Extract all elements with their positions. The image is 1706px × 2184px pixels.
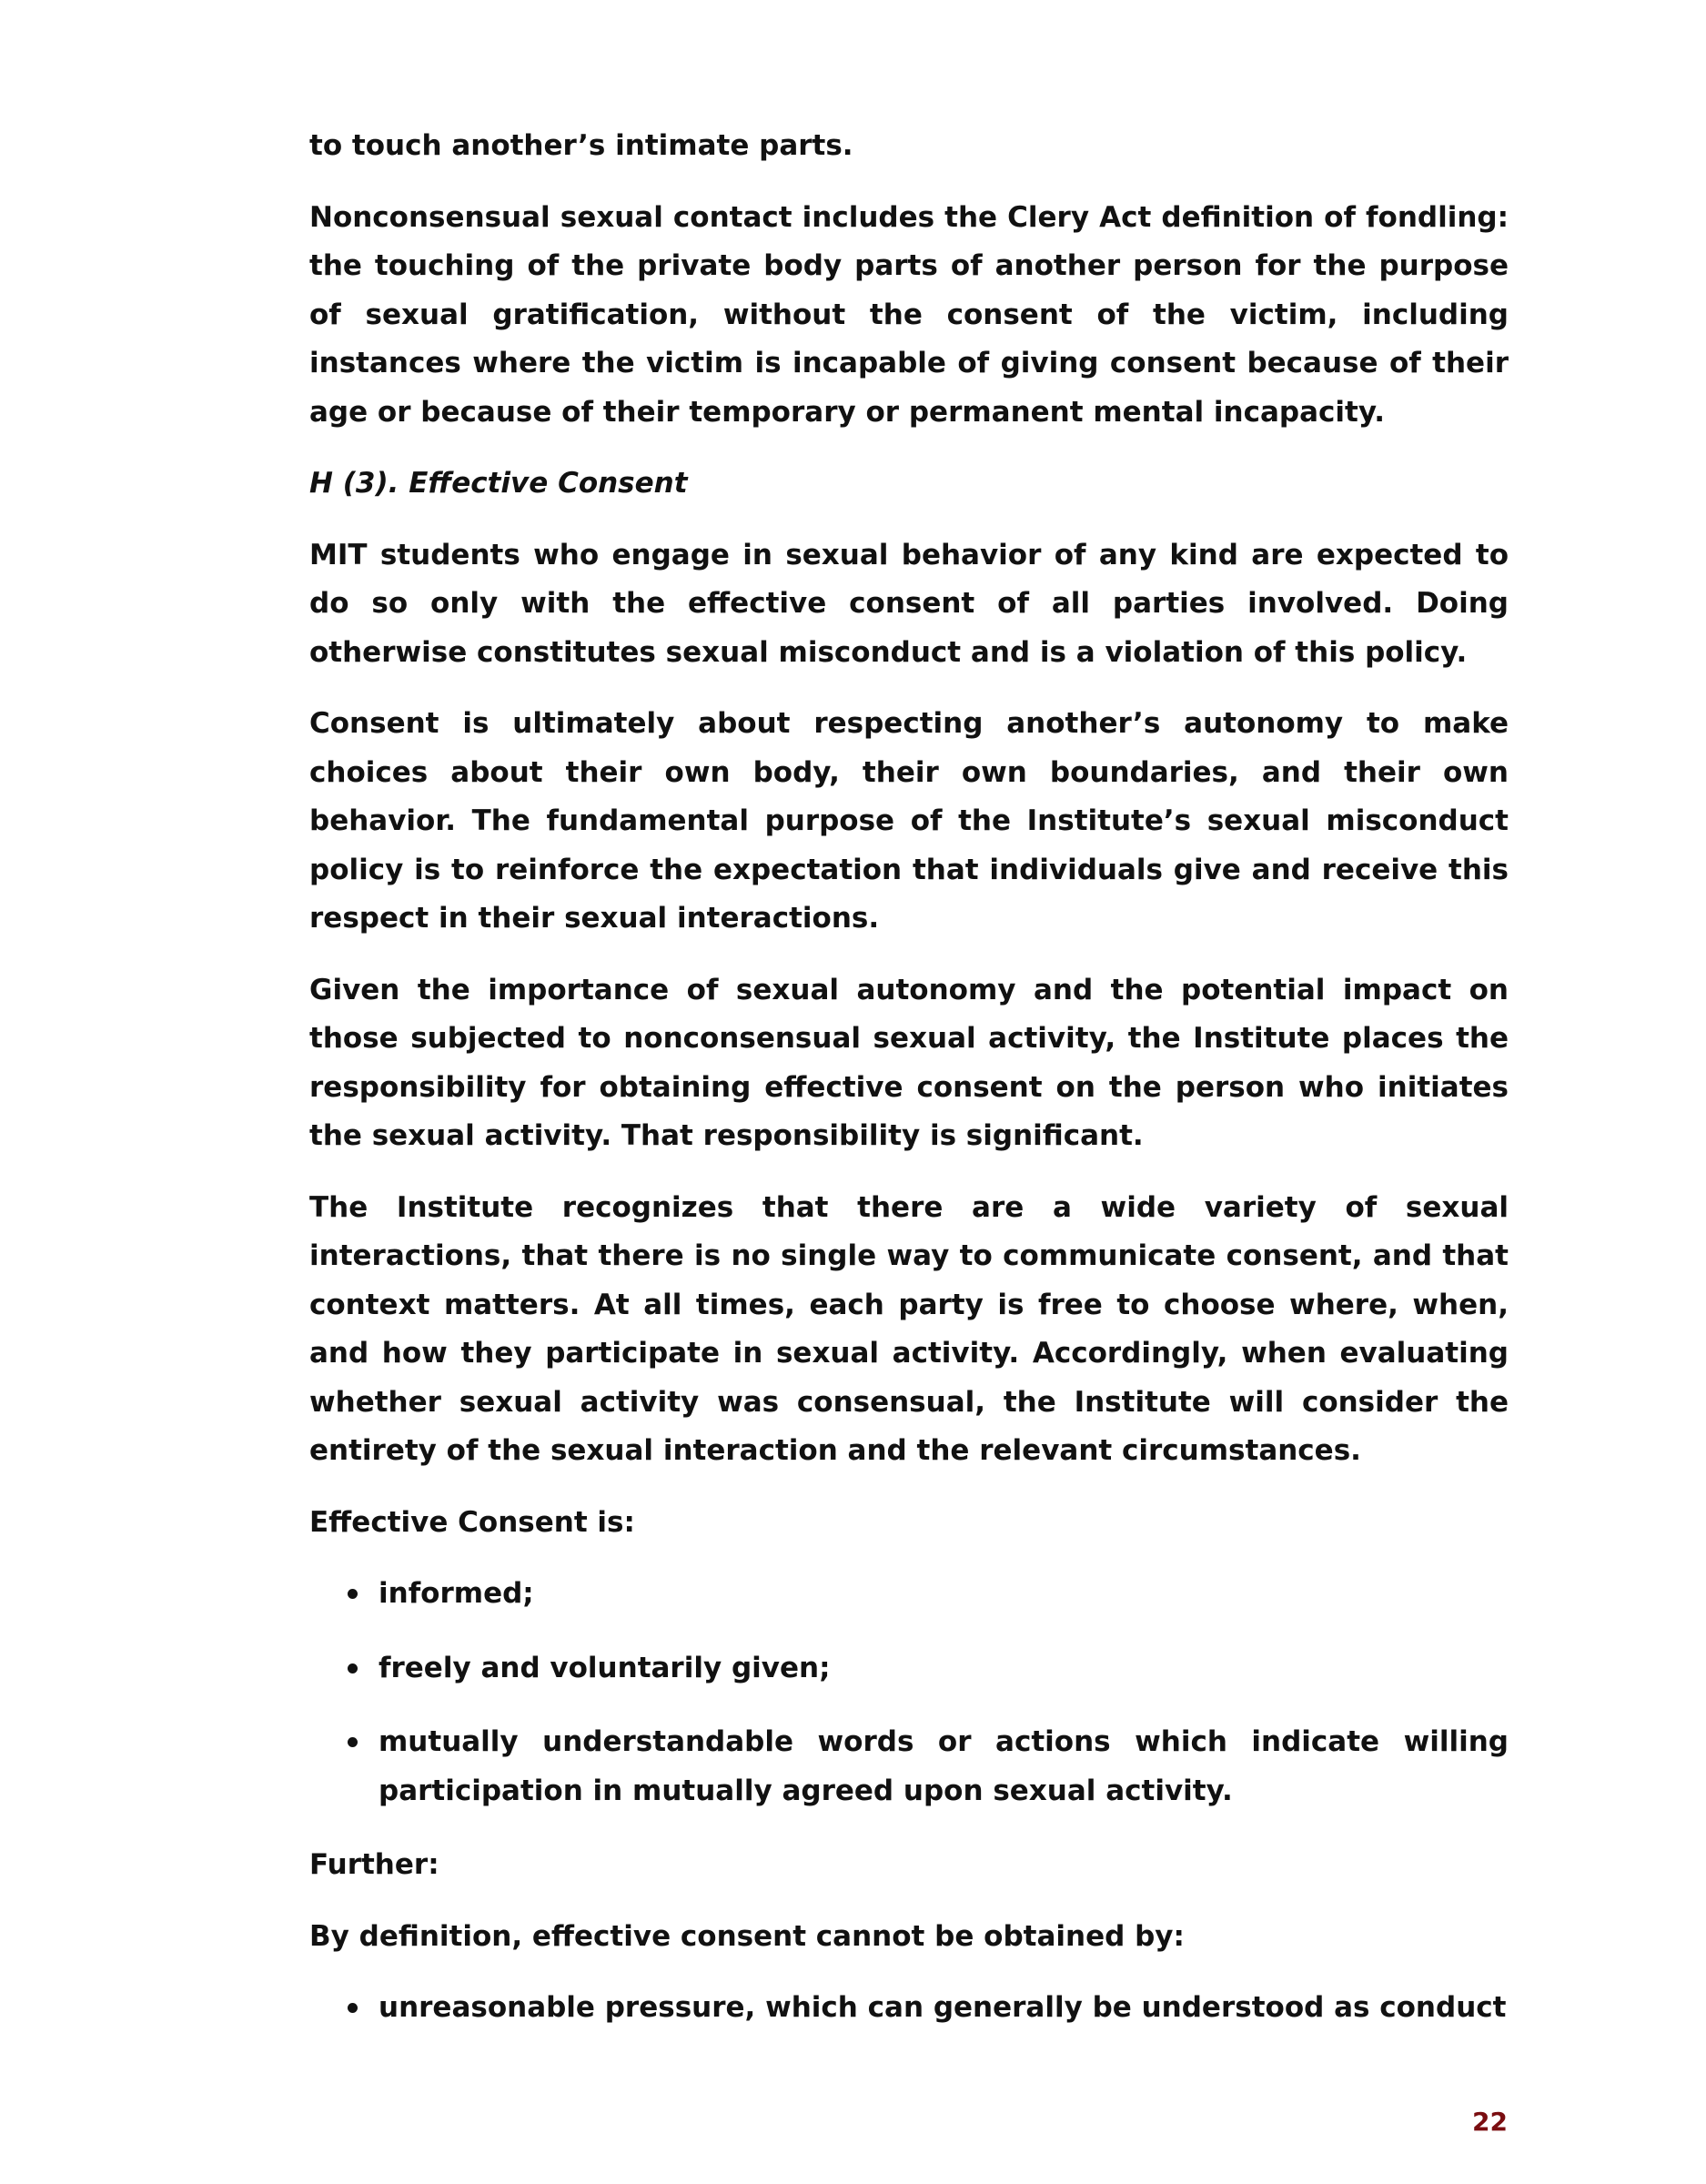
page-content <box>309 122 1509 2033</box>
intro-line: to touch another’s intimate parts. <box>309 129 853 162</box>
list-item: freely and voluntarily given; <box>379 1644 1509 1694</box>
responsibility-paragraph: Given the importance of sexual autonomy and the potential impact on those subjected to nonconsensual sexual activity, the Institute places the responsibility for obtaining effective consent on the person who initiates the sexual activity. That responsibility is significant. <box>309 973 1509 1152</box>
list-item: mutually understandable words or actions which indicate willing participation in mutually agreed upon sexual activity. <box>379 1718 1509 1815</box>
context-paragraph: The Institute recognizes that there are a wide variety of sexual interactions, that there is no single way to communicate consent, and that context matters. At all times, each party is free to choose where, when, and how they participate in sexual activity. Accordingly, when evaluating whether sexual activity was consensual, the Institute will consider the entirety of the sexual interaction and the relevant circumstances. <box>309 1190 1509 1467</box>
section-heading: H (3). Effective Consent <box>309 467 688 500</box>
fondling-paragraph: Nonconsensual sexual contact includes the Clery Act definition of fondling: the touching of the private body parts of another person for the purpose of sexual gratification, without the consent of the victim, including instances where the victim is incapable of giving consent because of their age or because of their temporary or permanent mental incapacity. <box>309 200 1509 429</box>
autonomy-paragraph: Consent is ultimately about respecting another’s autonomy to make choices about their own body, their own boundaries, and their own behavior. The fundamental purpose of the Institute’s sexual misconduct policy is to reinforce the expectation that individuals give and receive this respect in their sexual interactions. <box>309 707 1509 935</box>
effective-consent-list <box>309 1570 1509 1815</box>
expectation-paragraph: MIT students who engage in sexual behavior of any kind are expected to do so only with the effective consent of all parties involved. Doing otherwise constitutes sexual misconduct and is a violation of this policy. <box>309 538 1509 669</box>
list-item: informed; <box>379 1570 1509 1619</box>
effective-consent-label: Effective Consent is: <box>309 1505 635 1539</box>
cannot-obtain-label: By definition, effective consent cannot be obtained by: <box>309 1919 1185 1953</box>
cannot-obtain-list <box>309 1984 1509 2033</box>
page-number: 22 <box>1472 2107 1508 2137</box>
further-label: Further: <box>309 1848 439 1881</box>
list-item: unreasonable pressure, which can generally be understood as conduct <box>379 1984 1509 2033</box>
